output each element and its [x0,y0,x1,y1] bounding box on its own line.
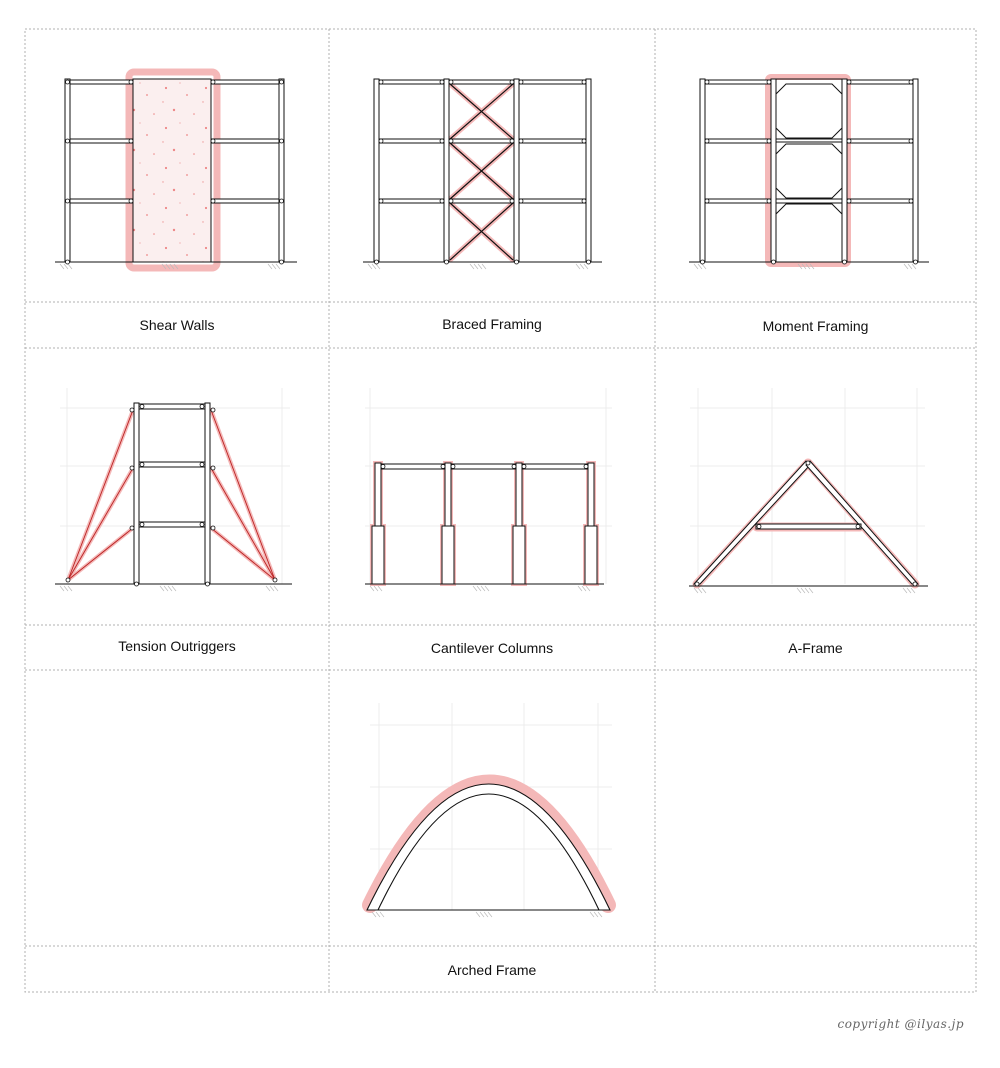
label-tension-outriggers: Tension Outriggers [118,638,236,654]
tension-outriggers-drawing [55,388,292,591]
cantilever-columns-drawing [365,388,612,591]
label-braced-framing: Braced Framing [442,316,542,332]
label-cantilever-columns: Cantilever Columns [430,640,554,656]
moment-framing-drawing [689,77,929,269]
label-shear-walls: Shear Walls [139,317,215,333]
copyright-text: copyright @ilyas.jp [837,1017,964,1031]
shear-walls-drawing [55,72,297,269]
a-frame-drawing [689,388,928,593]
label-a-frame: A-Frame [788,640,843,656]
braced-framing-drawing [363,79,602,269]
label-arched-frame: Arched Frame [447,962,537,978]
arched-frame-drawing [367,703,612,917]
label-moment-framing: Moment Framing [762,318,869,334]
